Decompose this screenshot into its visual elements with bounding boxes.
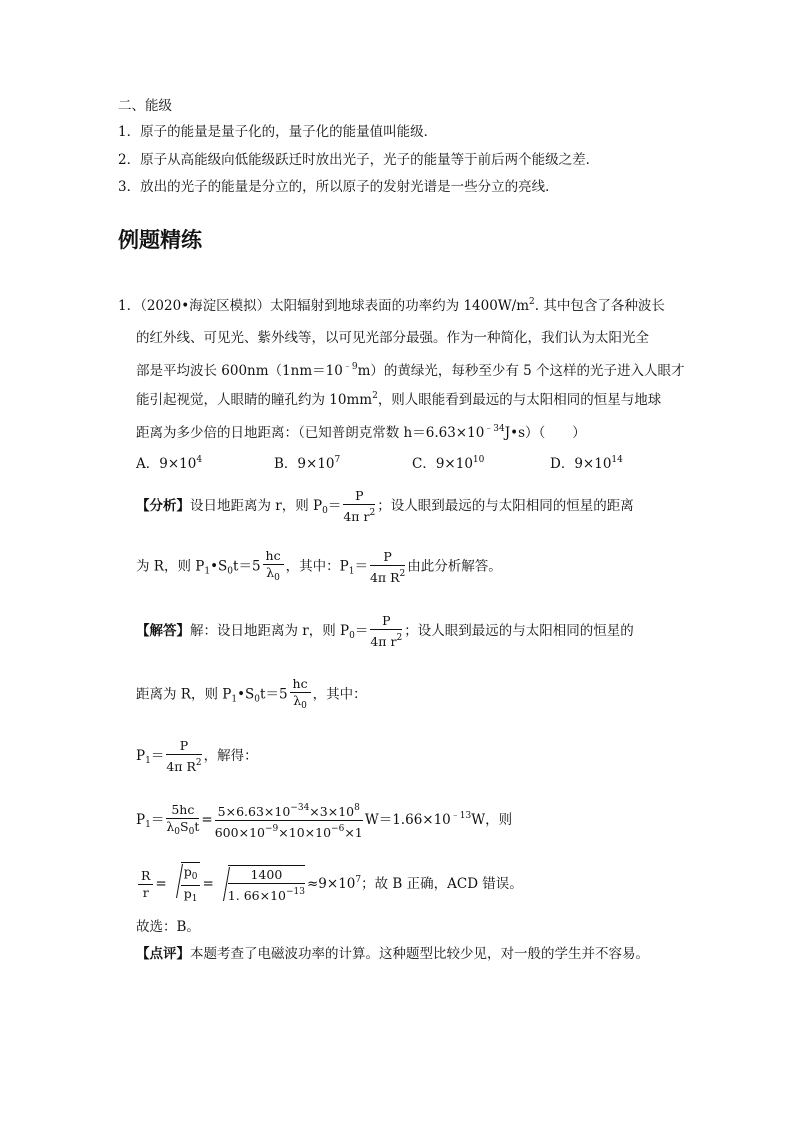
fraction-5hc: $\frac{5hc}{\lambda_0S_0t}$ [166,801,200,837]
solution-choice: 故选：B。 [136,919,200,935]
solution-line-5: $\frac{R}{r}$ = $\frac{p_0}{p_1}$ = $\frac{1400}{1. 66\times 10^{-13}}$ $\approx 9\times 10^7$；故 B 正确，ACD 错误。 [136,862,523,907]
question-line-4: 能引起视觉，人眼睛的瞳孔约为 $10mm^2$，则人眼能看到最远的与太阳相同的恒星与地球 [136,391,662,408]
sqrt-numeric: $\frac{1400}{1. 66\times 10^{-13}}$ [216,865,305,904]
section-item-2: 2．原子从高能级向低能级跃迁时放出光子，光子的能量等于前后两个能级之差． [118,152,600,168]
option-a[interactable]: A．$9\times 10^4$ [136,455,203,472]
fraction-numeric: $\frac{5\times 6.63\times 10^{-34}\times 3\times 10^8}{600\times 10^{-9}\times 10\times 10^{-6}\times 1}$ [215,800,363,841]
option-d[interactable]: D．$9\times 10^{14}$ [550,455,623,472]
section-title: 二、能级 [118,98,172,114]
option-c[interactable]: C．$9\times 10^{10}$ [412,455,485,472]
options-row [136,450,688,474]
fraction-R-r: $\frac{R}{r}$ [138,868,153,901]
solution-line-3: $P_1=$ $\frac{P}{4\pi R^2}$ ，解得： [136,738,258,774]
question-line-1: 1．（2020•海淀区模拟）太阳辐射到地球表面的功率约为 $1400W/m^2$. 其中包含了各种波长 [118,297,665,314]
comment-line: 【点评】本题考查了电磁波功率的计算。这种题型比较少见，对一般的学生并不容易。 [136,946,649,962]
fraction-hc-lambda: $\frac{hc}{\lambda_0}$ [263,548,284,586]
heading-examples: 例题精练 [118,228,202,252]
question-line-3: 部是平均波长 $600nm(1nm=10^{﹣9}m)$的黄绿光，每秒至少有 5 个这样的光子进入人眼才 [136,362,685,379]
section-item-1: 1．原子的能量是量子化的，量子化的能量值叫能级． [118,124,438,140]
comment-tag: 【点评】 [136,946,190,962]
solution-line-4: $P_1=$ $\frac{5hc}{\lambda_0S_0t}$ = $\frac{5\times 6.63\times 10^{-34}\times 3\times 10^8}{600\times 10^{-9}\times 10\times 10^{-6}\times 1}$ $W=1.66\times 10^{﹣13}W$，则 [136,801,513,840]
option-b[interactable]: B．$9\times 10^7$ [274,455,341,472]
fraction-p1: $\frac{P}{4\pi R^2}$ [369,548,406,585]
sqrt-p-ratio: $\frac{p_0}{p_1}$ [169,862,201,907]
section-item-3: 3．放出的光子的能量是分立的，所以原子的发射光谱是一些分立的亮线． [118,179,559,195]
analysis-line-2: 为 R，则 $P_1•S_0t=5$ $\frac{hc}{\lambda_0}$ ，其中：$P_1=$ $\frac{P}{4\pi R^2}$ 由此分析解答。 [136,548,502,585]
solution-line-1: 【解答】解：设日地距离为 r，则 $P_0=$ $\frac{P}{4\pi r^2}$ ；设人眼到最远的与太阳相同的恒星的 [136,613,634,649]
analysis-tag: 【分析】 [136,498,190,514]
question-line-5: 距离为多少倍的日地距离：（已知普朗克常数 $h=6.63\times 10^{﹣34}J•s$）（ ） [136,424,586,441]
solution-tag: 【解答】 [136,623,190,639]
solution-line-2: 距离为 R，则 $P_1•S_0t=5$ $\frac{hc}{\lambda_0}$ ，其中： [136,676,367,711]
fraction-p0: $\frac{P}{4\pi r^2}$ [343,488,376,524]
question-line-2: 的红外线、可见光、紫外线等，以可见光部分最强。作为一种简化，我们认为太阳光全 [136,330,649,346]
analysis-line-1: 【分析】设日地距离为 r，则 $P_0=$ $\frac{P}{4\pi r^2}$ ；设人眼到最远的与太阳相同的恒星的距离 [136,488,634,524]
